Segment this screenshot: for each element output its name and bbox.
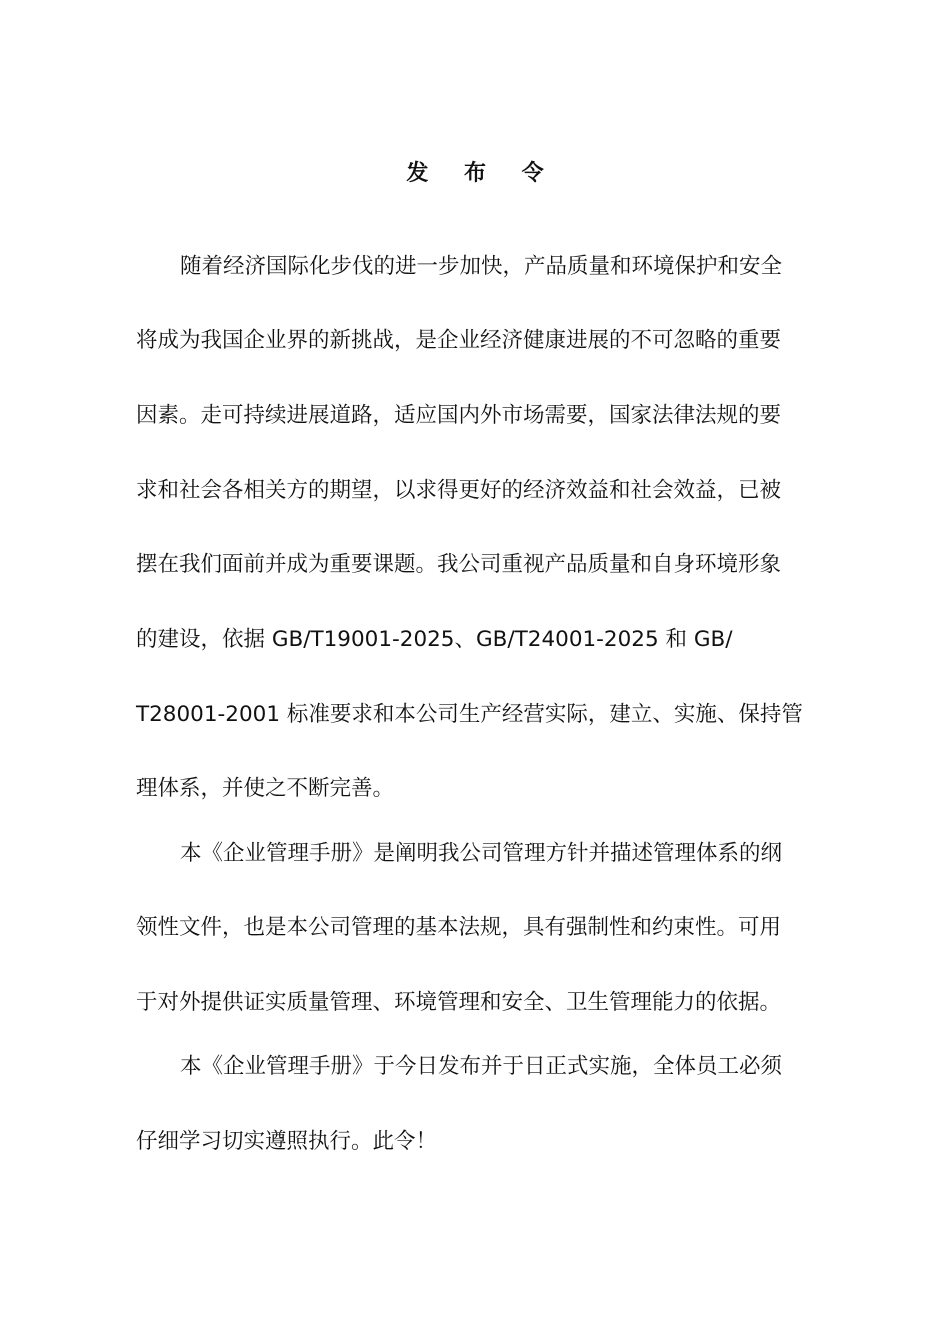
paragraph-1-line-8: 理体系，并使之不断完善。 bbox=[136, 776, 395, 801]
paragraph-1-line-2: 将成为我国企业界的新挑战，是企业经济健康进展的不可忽略的重要 bbox=[136, 328, 782, 353]
paragraph-2-line-2: 领性文件，也是本公司管理的基本法规，具有强制性和约束性。可用 bbox=[136, 915, 782, 940]
paragraph-1-line-3: 因素。走可持续进展道路，适应国内外市场需要，国家法律法规的要 bbox=[136, 403, 782, 428]
paragraph-2-line-1: 本《企业管理手册》是阐明我公司管理方针并描述管理体系的纲 bbox=[180, 841, 783, 866]
paragraph-3-line-1: 本《企业管理手册》于今日发布并于日正式实施，全体员工必须 bbox=[180, 1054, 783, 1079]
paragraph-1-line-5: 摆在我们面前并成为重要课题。我公司重视产品质量和自身环境形象 bbox=[136, 552, 782, 577]
paragraph-3-line-2: 仔细学习切实遵照执行。此令！ bbox=[136, 1129, 438, 1154]
paragraph-1-line-7: T28001-2001 标准要求和本公司生产经营实际，建立、实施、保持管 bbox=[136, 702, 803, 727]
paragraph-1-line-4: 求和社会各相关方的期望，以求得更好的经济效益和社会效益，已被 bbox=[136, 478, 782, 503]
document-title: 发 布 令 bbox=[406, 161, 558, 186]
paragraph-1-line-6: 的建设，依据 GB/T19001-2025、GB/T24001-2025 和 GB/ bbox=[136, 627, 733, 652]
paragraph-1-line-1: 随着经济国际化步伐的进一步加快，产品质量和环境保护和安全 bbox=[180, 254, 783, 279]
paragraph-2-line-3: 于对外提供证实质量管理、环境管理和安全、卫生管理能力的依据。 bbox=[136, 990, 782, 1015]
